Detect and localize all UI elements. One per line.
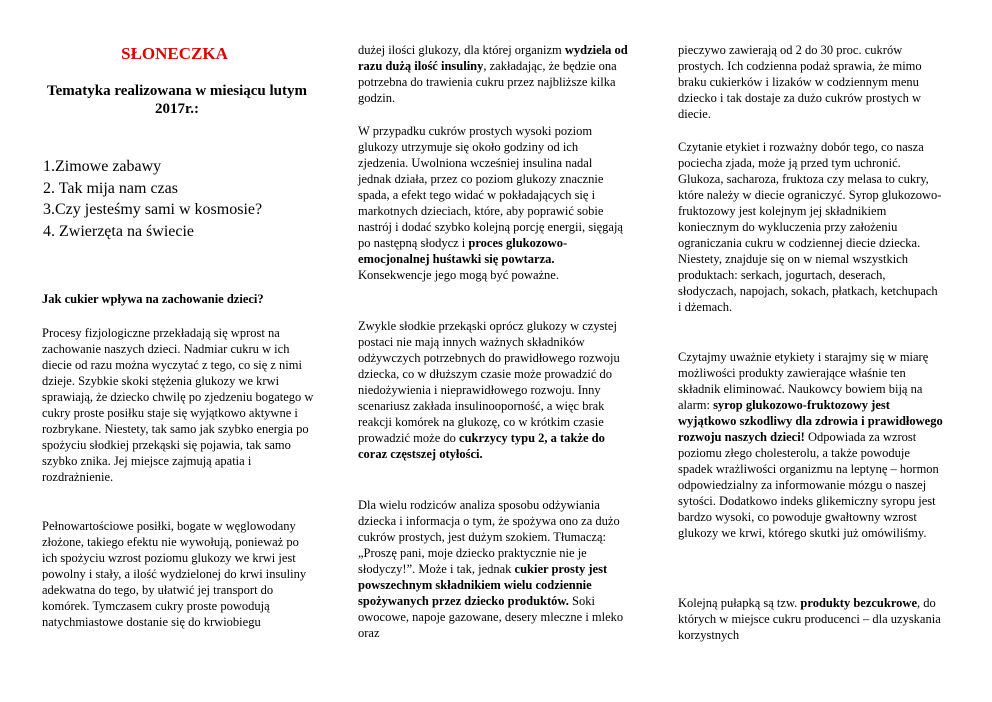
paragraph: Pełnowartościowe posiłki, bogate w węglowodany złożone, takiego efektu nie wywołują, ponieważ po ich spożyciu wzrost poziomu glukozy we krwi jest powolny i stały, a ilość wydzielonej do krwi insuliny adekwatna do tego, by ułatwić jej transport do komórek. Tymczasem cukry proste powodują natychmiastowe dostanie się do krwiobiegu <box>42 519 307 629</box>
emphasis: cukier prosty jest powszechnym składnikiem wielu codziennie spożywanych przez dziecko produktów. <box>358 562 608 608</box>
page-title: SŁONECZKA <box>121 44 228 63</box>
paragraph: Dla wielu rodziców analiza sposobu odżywiania dziecka i informacja o tym, że spożywa ono za dużo cukrów prostych, jest dużym szokiem. Tłumaczą: „Proszę pani, moje dziecko praktycznie nie je słodyczy!”. Może i tak, jednak cukier prosty jest powszechnym składnikiem wielu codziennie spożywanych przez dziecko produktów. Soki owocowe, napoje gazowane, desery mleczne i mleko oraz <box>358 498 624 640</box>
topic-item: 1.Zimowe zabawy <box>43 158 162 175</box>
paragraph: Procesy fizjologiczne przekładają się wprost na zachowanie naszych dzieci. Nadmiar cukru w ich diecie od razu można wyczytać z tego, co się z nimi dzieje. Szybkie skoki stężenia glukozy we krwi sprawiają, że dziecko chwilę po zjedzeniu bogatego w cukry proste posiłku staje się wyjątkowo aktywne i rozbrykane. Niestety, tak samo jak szybko energia po spożyciu słodkiej przekąski się pojawia, tak samo szybko znika. Jej miejsce zajmują apatia i rozdrażnienie. <box>42 326 314 484</box>
emphasis: cukrzycy typu 2, a także do coraz częstszej otyłości. <box>358 431 605 461</box>
emphasis: proces glukozowo-emocjonalnej huśtawki się powtarza. <box>358 236 568 266</box>
emphasis: produkty bezcukrowe <box>800 596 917 610</box>
paragraph: W przypadku cukrów prostych wysoki poziom glukozy utrzymuje się około godziny od ich zjedzenia. Uwolniona wcześniej insulina nadal jednak działa, przez co poziom glukozy znacznie spada, a efekt tego widać w pokładających się i markotnych dzieciach, które, aby poprawić sobie nastrój i dodać szybko kolejną porcję energii, sięgają po następną słodycz i proces glukozowo-emocjonalnej huśtawki się powtarza. Konsekwencje jego mogą być poważne. <box>358 124 623 282</box>
article-heading: Jak cukier wpływa na zachowanie dzieci? <box>42 292 264 306</box>
topic-item: 3.Czy jesteśmy sami w kosmosie? <box>43 201 263 218</box>
emphasis: wydziela od razu dużą ilość insuliny <box>358 43 628 73</box>
paragraph: pieczywo zawierają od 2 do 30 proc. cukrów prostych. Ich codzienna podaż sprawia, że mimo braku cukierków i lizaków w codziennym menu dziecko i tak dostaje za dużo cukrów prostych w diecie. <box>678 43 922 121</box>
topic-item: 2. Tak mija nam czas <box>43 179 178 197</box>
subtitle: Tematyka realizowana w miesiącu lutym 2017r.: <box>47 83 307 117</box>
paragraph: Czytanie etykiet i rozważny dobór tego, co nasza pociecha zjada, może ją przed tym uchronić. Glukoza, sacharoza, fruktoza czy melasa to cukry, które należy w diecie ograniczyć. Syrop glukozowo-fruktozowy jest kolejnym jej składnikiem koniecznym do wykluczenia przy założeniu ograniczania cukru w codziennej diecie dziecka. Niestety, znajduje się on w niemal wszystkich produktach: serkach, jogurtach, deserach, słodyczach, napojach, sokach, płatkach, ketchupach i dżemach. <box>678 140 942 314</box>
topic-list <box>43 156 262 242</box>
paragraph: dużej ilości glukozy, dla której organizm wydziela od razu dużą ilość insuliny, zakładając, że będzie ona potrzebna do trawienia cukru przez najbliższe kilka godzin. <box>358 43 628 105</box>
paragraph: Czytajmy uważnie etykiety i starajmy się w miarę możliwości produkty zawierające właśnie ten składnik eliminować. Naukowcy bowiem biją na alarm: syrop glukozowo-fruktozowy jest wyjątkowo szkodliwy dla zdrowia i prawidłowego rozwoju naszych dzieci! Odpowiada za wzrost poziomu złego cholesterolu, a także powoduje spadek wrażliwości organizmu na leptynę – hormon odpowiedzialny za informowanie mózgu o naszej sytości. Dodatkowo indeks glikemiczny syropu jest bardzo wysoki, co powoduje gwałtowny wzrost glukozy we krwi, którego skutki już omówiliśmy. <box>678 350 943 540</box>
paragraph: Zwykle słodkie przekąski oprócz glukozy w czystej postaci nie mają innych ważnych składników odżywczych potrzebnych do prawidłowego rozwoju dziecka, co w dłuższym czasie może prowadzić do niedożywienia i nieprawidłowego rozwoju. Inny scenariusz zakłada insulinooporność, a więc brak reakcji komórek na glukozę, co w krótkim czasie prowadzić może do cukrzycy typu 2, a także do coraz częstszej otyłości. <box>358 319 620 461</box>
emphasis: syrop glukozowo-fruktozowy jest wyjątkowo szkodliwy dla zdrowia i prawidłowego rozwoju naszych dzieci! <box>678 398 943 444</box>
topic-item: 4. Zwierzęta na świecie <box>43 222 195 240</box>
paragraph: Kolejną pułapką są tzw. produkty bezcukrowe, do których w miejsce cukru producenci – dla uzyskania korzystnych <box>678 596 941 642</box>
